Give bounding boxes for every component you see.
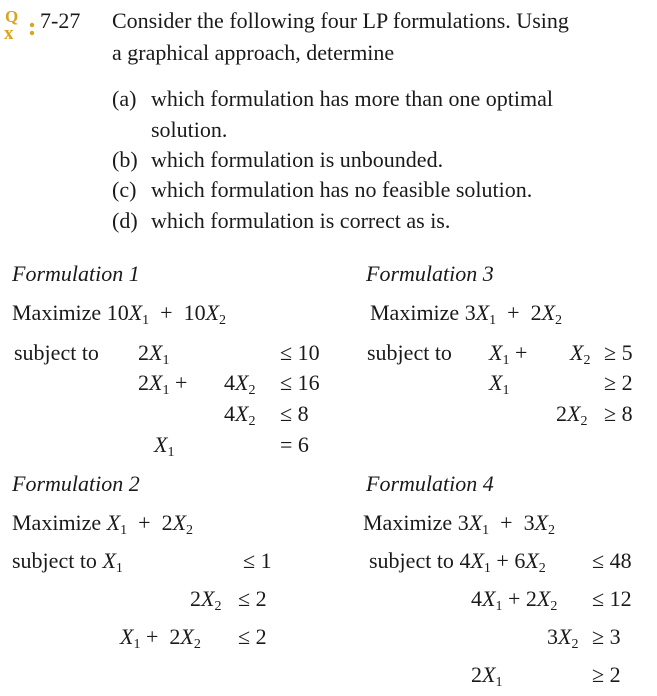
part-c-text: which formulation has no feasible solution. (151, 177, 533, 202)
formulation-2-constraint-2-lhs: $2X_2$ (190, 586, 222, 614)
q-x-logo-icon (2, 6, 36, 40)
formulation-4-constraint-4-rhs: ≥ 2 (592, 662, 621, 687)
problem-intro-line-1: Consider the following four LP formulations. Using (112, 8, 569, 33)
formulation-1-constraint-3-lhs: $4X_2$ (224, 401, 256, 429)
formulation-2-constraint-1-rhs: ≤ 1 (243, 548, 272, 573)
formulation-4-constraint-2-lhs: $4X_1 + 2X_2$ (471, 586, 558, 614)
part-d-text: which formulation is correct as is. (151, 208, 451, 233)
formulation-3-constraint-3-rhs: ≥ 8 (604, 401, 633, 426)
formulation-2-constraint-3-rhs: ≤ 2 (238, 624, 267, 649)
problem-number: 7-27 (40, 8, 81, 33)
formulation-3-subject-label: subject to (367, 340, 452, 365)
formulation-4-constraint-1-lhs: subject to $4X_1 + 6X_2$ (369, 548, 546, 576)
formulation-1-constraint-3-rhs: ≤ 8 (280, 401, 309, 426)
formulation-3-constraint-3-lhs: $2X_2$ (556, 401, 588, 429)
part-a-text-cont: solution. (151, 117, 228, 142)
part-a-label: (a) (112, 86, 137, 111)
formulation-1-constraint-4-rhs: = 6 (280, 432, 309, 457)
formulation-1-constraint-2-rhs: ≤ 16 (280, 370, 320, 395)
svg-text:x: x (4, 23, 14, 40)
formulation-1-constraint-2-lhs: $2X_1$ + (138, 370, 188, 398)
formulation-3-constraint-2-rhs: ≥ 2 (604, 370, 633, 395)
formulation-1-subject-label: subject to (14, 340, 99, 365)
part-c-label: (c) (112, 177, 137, 202)
part-d-label: (d) (112, 208, 138, 233)
formulation-3-constraint-1-x2: $X_2$ (570, 340, 591, 368)
problem-intro-line-2: a graphical approach, determine (112, 40, 395, 65)
formulation-2-constraint-3-lhs: $X_1 + 2X_2$ (120, 624, 201, 652)
formulation-1-objective: Maximize $10X_1 + 10X_2$ (12, 300, 227, 328)
formulation-4-constraint-2-rhs: ≤ 12 (592, 586, 632, 611)
formulation-1-constraint-1-rhs: ≤ 10 (280, 340, 320, 365)
formulation-4-constraint-1-rhs: ≤ 48 (592, 548, 632, 573)
formulation-2-objective: Maximize $X_1 + 2X_2$ (12, 510, 194, 538)
formulation-3-constraint-1-lhs: $X_1$ + (489, 340, 528, 368)
formulation-1-constraint-1-lhs: $2X_1$ (138, 340, 170, 368)
formulation-2-constraint-2-rhs: ≤ 2 (238, 586, 267, 611)
formulation-3-constraint-2-lhs: $X_1$ (489, 370, 510, 398)
formulation-3-objective: Maximize $3X_1 + 2X_2$ (370, 300, 563, 328)
formulation-1-constraint-4-lhs: $X_1$ (154, 432, 175, 460)
formulation-2-constraint-1-lhs: subject to $X_1$ (12, 548, 123, 576)
formulation-4-constraint-3-rhs: ≥ 3 (592, 624, 621, 649)
part-b-label: (b) (112, 147, 138, 172)
formulation-1-title: Formulation 1 (12, 261, 140, 286)
formulation-4-objective: Maximize $3X_1 + 3X_2$ (363, 510, 556, 538)
formulation-4-constraint-3-lhs: $3X_2$ (547, 624, 579, 652)
formulation-3-title: Formulation 3 (366, 261, 494, 286)
part-a-text: which formulation has more than one optimal (151, 86, 554, 111)
formulation-4-constraint-4-lhs: $2X_1$ (471, 662, 503, 690)
formulation-1-constraint-2-x2: $4X_2$ (224, 370, 256, 398)
part-b-text: which formulation is unbounded. (151, 147, 444, 172)
formulation-3-constraint-1-rhs: ≥ 5 (604, 340, 633, 365)
formulation-2-title: Formulation 2 (12, 471, 140, 496)
formulation-4-title: Formulation 4 (366, 471, 494, 496)
svg-text:Q: Q (5, 7, 19, 26)
